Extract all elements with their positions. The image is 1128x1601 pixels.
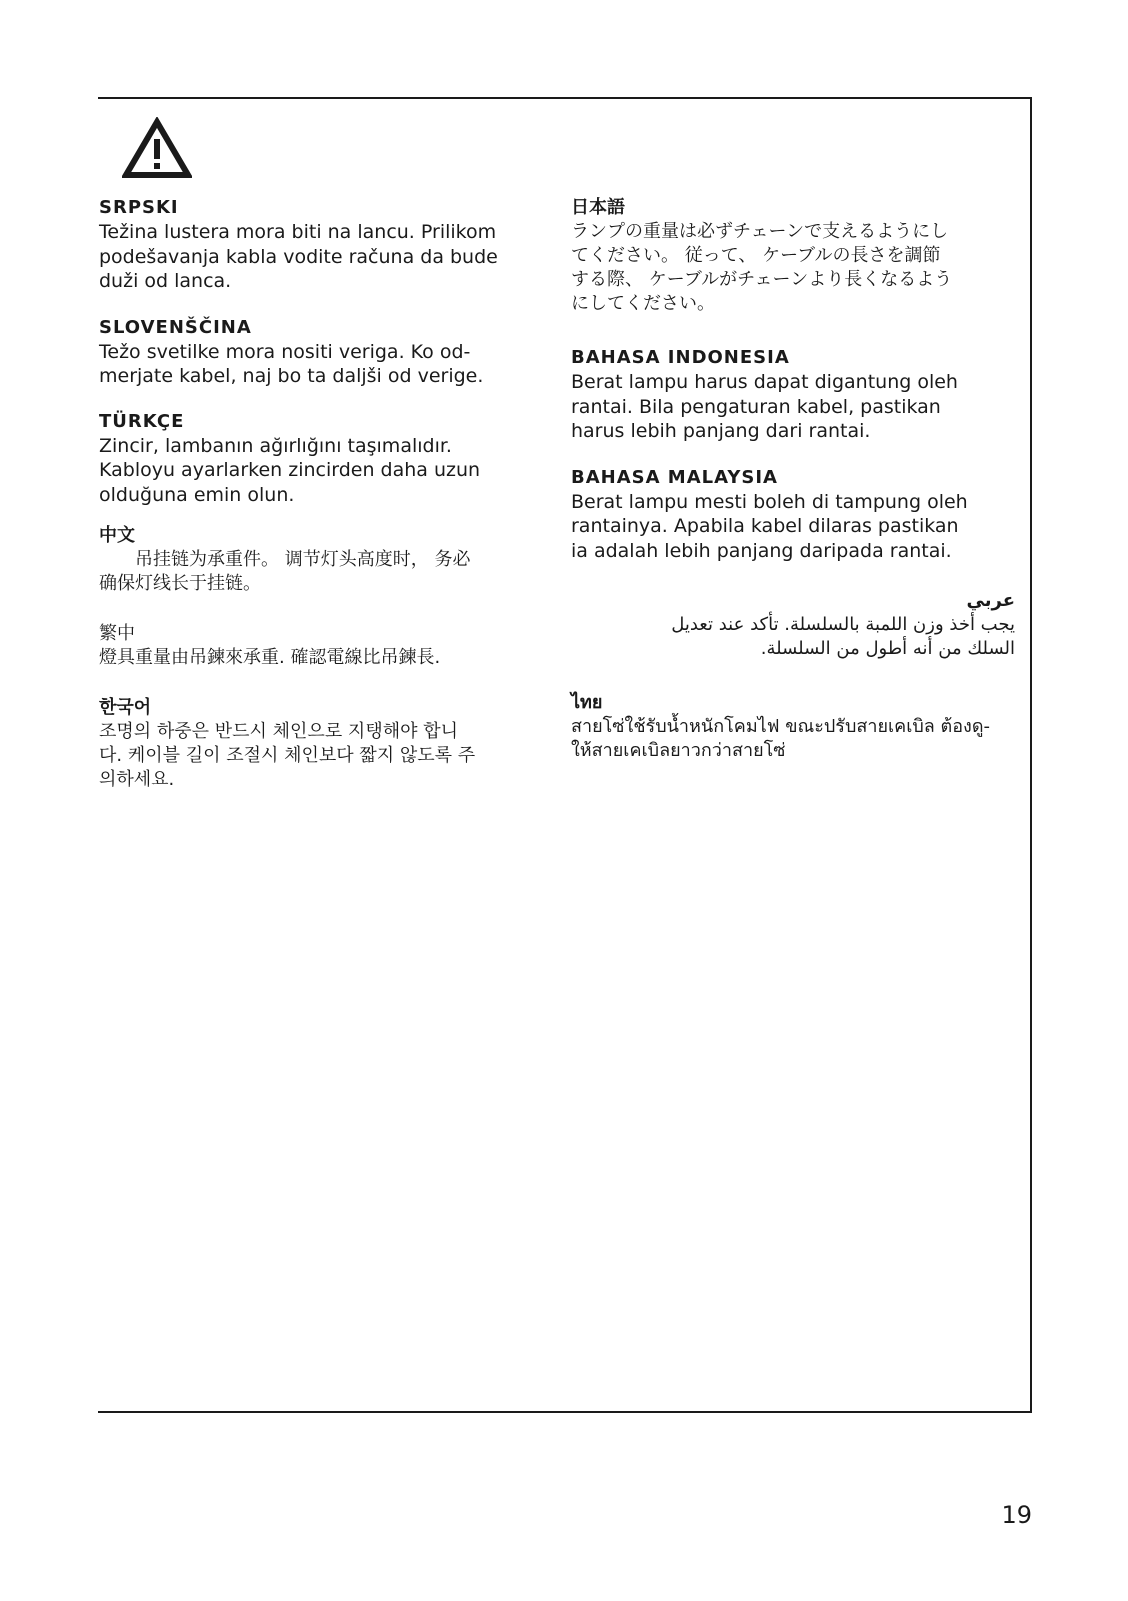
section-text: Težina lustera mora biti na lancu. Prilikom podešavanja kabla vodite računa da bude duži od lanca. (99, 221, 498, 292)
section-text: สายโซ่ใช้รับน้ำหนักโคมไฟ ขณะปรับสายเคเบิล ต้องดู- ให้สายเคเบิลยาวกว่าสายโซ่ (571, 716, 991, 761)
left-column (99, 196, 539, 792)
section-chinese-simplified (99, 524, 539, 596)
page-number: 19 (1001, 1501, 1032, 1529)
section-text: Berat lampu harus dapat digantung oleh rantai. Bila pengaturan kabel, pastikan harus lebih panjang dari rantai. (571, 371, 958, 442)
section-bahasa-indonesia (571, 346, 1015, 444)
section-heading: ไทย (571, 692, 603, 713)
right-column (571, 196, 1015, 763)
section-text: Težo svetilke mora nositi veriga. Ko od- merjate kabel, naj bo ta daljši od verige. (99, 340, 484, 387)
section-chinese-traditional (99, 622, 539, 670)
section-arabic (571, 589, 1015, 661)
section-heading: 한국어 (99, 697, 152, 718)
section-heading: BAHASA MALAYSIA (571, 466, 778, 488)
section-slovenscina (99, 316, 539, 389)
warning-triangle-icon (122, 117, 192, 179)
section-text: Berat lampu mesti boleh di tampung oleh rantainya. Apabila kabel dilaras pastikan ia adalah lebih panjang daripada rantai. (571, 490, 968, 562)
section-korean (99, 696, 539, 792)
section-text: ランプの重量は必ずチェーンで支えるようにし てください。 従って、 ケーブルの長さを調節 する際、 ケーブルがチェーンより長くなるよう にしてください。 (571, 221, 953, 314)
section-heading: TÜRKÇE (99, 410, 185, 432)
section-heading: SLOVENŠČINA (99, 316, 252, 338)
section-bahasa-malaysia (571, 466, 1015, 564)
section-heading: 中文 (99, 525, 135, 546)
section-text: يجب أخذ وزن اللمبة بالسلسلة. تأكد عند تعديل السلك من أنه أطول من السلسلة. (671, 614, 1015, 659)
section-text: Zincir, lambanın ağırlığını taşımalıdır. Kabloyu ayarlarken zincirden daha uzun olduğuna emin olun. (99, 434, 481, 506)
section-text: 燈具重量由吊鍊來承重. 確認電線比吊鍊長. (99, 647, 441, 668)
section-text: 조명의 하중은 반드시 체인으로 지탱해야 합니 다. 케이블 길이 조절시 체인보다 짧지 않도록 주 의하세요. (99, 721, 476, 790)
section-turkce (99, 410, 539, 508)
section-heading: SRPSKI (99, 197, 179, 218)
section-heading: BAHASA INDONESIA (571, 347, 790, 368)
section-text: 吊挂链为承重件。 调节灯头高度时， 务必 确保灯线长于挂链。 (99, 549, 471, 594)
section-heading: 日本語 (571, 197, 625, 218)
section-heading: عربي (966, 590, 1015, 611)
section-japanese (571, 196, 1015, 316)
section-srpski (99, 196, 539, 294)
section-thai (571, 691, 1015, 763)
section-heading: 繁中 (99, 623, 135, 644)
